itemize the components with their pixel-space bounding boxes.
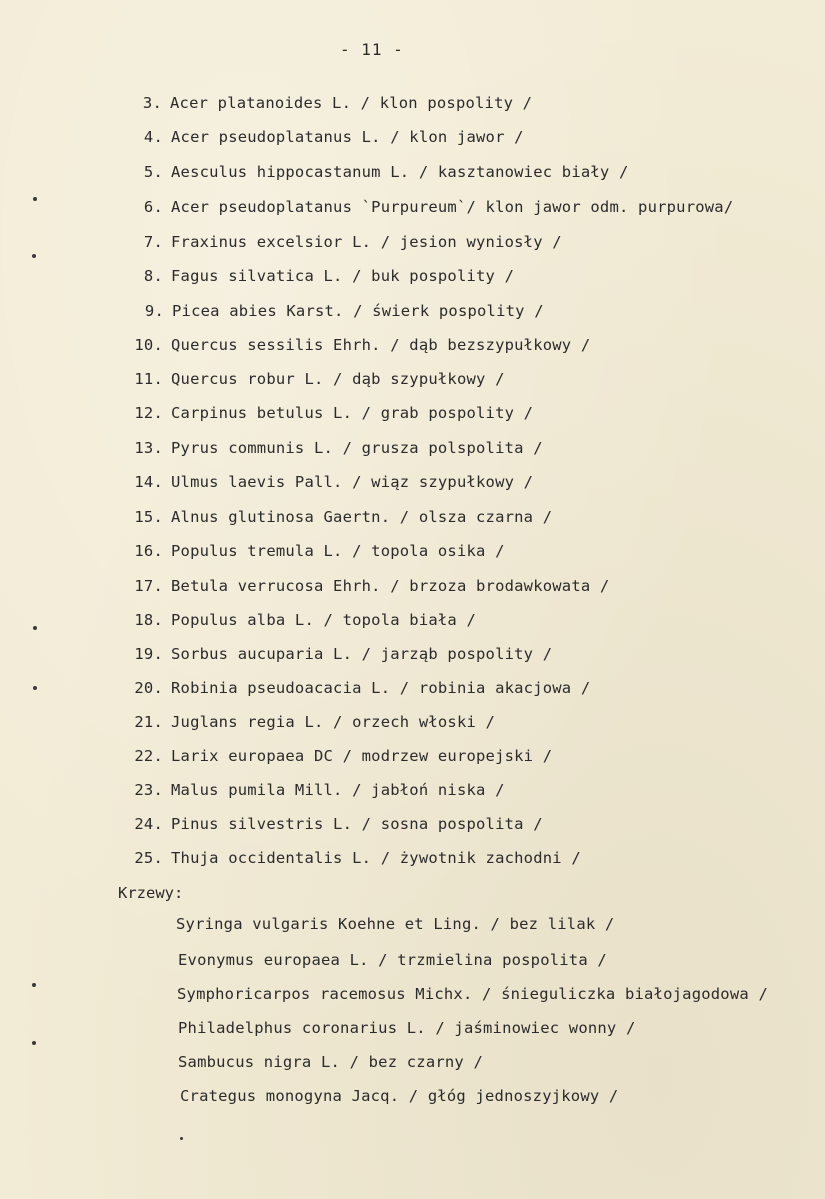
item-text: Pyrus communis L. / grusza polspolita / xyxy=(171,439,543,457)
margin-speck xyxy=(32,1041,36,1045)
page-number: - 11 - xyxy=(340,40,404,59)
item-text: Sorbus aucuparia L. / jarząb pospolity / xyxy=(171,645,553,663)
list-item xyxy=(127,611,476,629)
item-text: Sambucus nigra L. / bez czarny / xyxy=(178,1053,484,1071)
item-number: 10. xyxy=(134,336,163,354)
item-text: Robinia pseudoacacia L. / robinia akacjowa / xyxy=(171,679,591,697)
list-item xyxy=(127,713,495,731)
item-number: 14. xyxy=(134,473,163,491)
list-item xyxy=(127,473,533,491)
item-number: 4. xyxy=(143,128,163,146)
item-number: 7. xyxy=(143,233,163,251)
list-item xyxy=(127,404,533,422)
item-text: Carpinus betulus L. / grab pospolity / xyxy=(171,404,534,422)
list-item xyxy=(178,951,607,969)
list-item xyxy=(127,781,505,799)
item-text: Acer pseudoplatanus L. / klon jawor / xyxy=(171,128,524,146)
item-number: 18. xyxy=(134,611,163,629)
item-number: 3. xyxy=(142,94,162,112)
margin-speck xyxy=(33,686,37,690)
list-item xyxy=(127,508,552,526)
list-item xyxy=(126,94,532,112)
list-item xyxy=(178,1019,636,1037)
item-text: Quercus sessilis Ehrh. / dąb bezszypułkowy / xyxy=(171,336,591,354)
margin-speck xyxy=(32,254,36,258)
item-number: 5. xyxy=(143,163,163,181)
item-text: Syringa vulgaris Koehne et Ling. / bez lilak / xyxy=(176,915,615,933)
item-text: Alnus glutinosa Gaertn. / olsza czarna / xyxy=(171,508,553,526)
list-item xyxy=(127,439,543,457)
list-item xyxy=(180,1087,618,1105)
list-item xyxy=(127,233,562,251)
list-item xyxy=(127,198,733,216)
item-number: 8. xyxy=(143,267,163,285)
list-item xyxy=(178,1053,483,1071)
item-number: 22. xyxy=(134,747,163,765)
item-text: Symphoricarpos racemosus Michx. / śnieguliczka białojagodowa / xyxy=(177,985,768,1003)
list-item xyxy=(127,128,524,146)
item-number: 15. xyxy=(134,508,163,526)
item-number: 19. xyxy=(134,645,163,663)
list-item xyxy=(127,747,552,765)
item-text: Thuja occidentalis L. / żywotnik zachodni / xyxy=(171,849,581,867)
item-text: Fagus silvatica L. / buk pospolity / xyxy=(171,267,515,285)
list-item xyxy=(127,679,590,697)
item-number: 13. xyxy=(134,439,163,457)
item-text: Acer pseudoplatanus `Purpureum`/ klon jawor odm. purpurowa/ xyxy=(171,198,734,216)
list-item xyxy=(177,985,768,1003)
list-item xyxy=(128,302,544,320)
item-text: Malus pumila Mill. / jabłoń niska / xyxy=(171,781,505,799)
list-item xyxy=(127,267,514,285)
item-text: Fraxinus excelsior L. / jesion wyniosły / xyxy=(171,233,562,251)
item-number: 23. xyxy=(134,781,163,799)
item-number: 16. xyxy=(134,542,163,560)
item-text: Picea abies Karst. / świerk pospolity / xyxy=(172,302,544,320)
item-number: 20. xyxy=(134,679,163,697)
section-heading-shrubs: Krzewy: xyxy=(118,884,184,902)
item-text: Larix europaea DC / modrzew europejski / xyxy=(171,747,553,765)
item-number: 25. xyxy=(134,849,163,867)
item-number: 21. xyxy=(134,713,163,731)
item-text: Acer platanoides L. / klon pospolity / xyxy=(170,94,533,112)
list-item xyxy=(127,542,505,560)
margin-speck xyxy=(33,197,37,201)
margin-speck xyxy=(180,1137,183,1140)
margin-speck xyxy=(33,626,37,630)
list-item xyxy=(127,577,609,595)
margin-speck xyxy=(32,983,36,987)
item-text: Crategus monogyna Jacq. / głóg jednoszyjkowy / xyxy=(180,1087,619,1105)
item-number: 9. xyxy=(144,302,164,320)
list-item xyxy=(176,915,614,933)
list-item xyxy=(127,815,543,833)
item-text: Ulmus laevis Pall. / wiąz szypułkowy / xyxy=(171,473,534,491)
list-item xyxy=(127,370,505,388)
item-text: Pinus silvestris L. / sosna pospolita / xyxy=(171,815,543,833)
item-text: Aesculus hippocastanum L. / kasztanowiec biały / xyxy=(171,163,629,181)
list-item xyxy=(127,163,629,181)
item-number: 12. xyxy=(134,404,163,422)
item-number: 11. xyxy=(134,370,163,388)
item-number: 17. xyxy=(134,577,163,595)
item-text: Philadelphus coronarius L. / jaśminowiec wonny / xyxy=(178,1019,636,1037)
list-item xyxy=(127,849,581,867)
list-item xyxy=(127,645,552,663)
item-number: 6. xyxy=(143,198,163,216)
item-text: Juglans regia L. / orzech włoski / xyxy=(171,713,496,731)
item-text: Populus tremula L. / topola osika / xyxy=(171,542,505,560)
item-text: Betula verrucosa Ehrh. / brzoza brodawkowata / xyxy=(171,577,610,595)
item-text: Quercus robur L. / dąb szypułkowy / xyxy=(171,370,505,388)
item-text: Populus alba L. / topola biała / xyxy=(171,611,477,629)
item-number: 24. xyxy=(134,815,163,833)
list-item xyxy=(127,336,590,354)
item-text: Evonymus europaea L. / trzmielina pospolita / xyxy=(178,951,607,969)
